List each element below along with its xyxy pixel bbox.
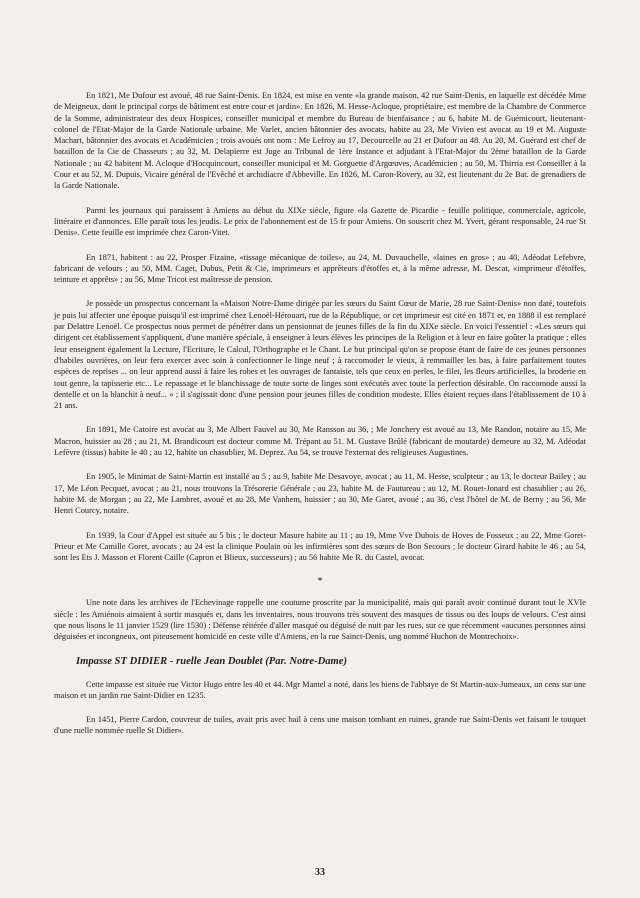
paragraph-impasse-1451: En 1451, Pierre Cardon, couvreur de tuiles, avait pris avec bail à cens une maison tombant en ruines, grande rue Saint-Denis «et faisant le touquet d'une ruelle nommée ruelle St Didier». bbox=[54, 715, 586, 736]
paragraph-impasse-location: Cette impasse est située rue Victor Hugo entre les 40 et 44. Mgr Mantel a noté, dans les biens de l'abbaye de St Martin-aux-Jumeaux, un cens sur une maison et un jardin rue Saint-Didier en 1235. bbox=[54, 679, 586, 700]
paragraph-1821: En 1821, Me Dufour est avoué, 48 rue Saint-Denis. En 1824, est mise en vente «la grande maison, 42 rue Saint-Denis, en laquelle est décédée Mme de Meigneux, dont le principal corps de bâtiment est entre cour et jardin». En 1826, M. Hesse-Acloque, propriétaire, est membre de la Chambre de Commerce de la Somme, administrateur des deux Hospices, conseiller municipal et membre du Bureau de bienfaisance ; au 6, habite M. de Guémicourt, lieutenant-colonel de l'Etat-Major de la Garde Nationale urbaine. Me Varlet, ancien bâtonnier des avocats, habite au 23, Me Vivien est avocat au 19 et M. Auguste Machart, bâtonnier des avocats et Académicien ; trois avoués ont nom : Me Lefroy au 17, Decourcelle au 21 et Dufour au 48. Au 20, M. Guérard est chef de bataillon de la Cie de Chasseurs ; au 32, M. Delapierre est Juge au Tribunal de 1ère Instance et adjudant à l'Etat-Major du 2ème bataillon de la Garde Nationale ; au 42 habitent M. Acloque d'Hocquincourt, conseiller municipal et M. Gorguette d'Argœuves, Académicien ; au 50, M. Thirria est Conseiller à la Cour et au 52, M. Dupuis, Vicaire général de l'Evêché et archidiacre d'Abbeville. En 1826, M. Caron-Rovery, au 32, est lieutenant du 2e Bat. de grenadiers de la Garde Nationale. bbox=[54, 91, 586, 191]
paragraph-gazette: Parmi les journaux qui paraissent à Amiens au début du XIXe siècle, figure «la Gazette de Picardie - feuille politique, commerciale, agricole, littéraire et d'annonces. Elle paraît tous les jeudis. Le prix de l'abonnement est de 15 fr pour Amiens. On souscrit chez M. Yvert, gérant responsable, 24 rue St Denis». Cette feuille est imprimée chez Caron-Vitet. bbox=[54, 205, 586, 238]
paragraph-1905: En 1905, le Minimat de Saint-Martin est installé au 5 ; au 9, habite Me Desavoye, avocat ; au 11, M. Hesse, sculpteur ; au 13, le docteur Bailey ; au 17, Me Léon Pecquet, avocat ; au 21, nous trouvons la Trésorerie Générale ; au 23, habite M. de Fautureau ; au 12, M. Rouet-Jonard est chasublier ; au 26, habite M. de Morgan ; au 22, Me Lambret, avoué et au 28, Me Vanhem, huissier ; au 30, Me Garet, avoué ; au 36, c'est l'hôtel de M. de Berny ; au 56, Me Henri Courcy, notaire. bbox=[54, 472, 586, 516]
paragraph-1891: En 1891, Me Catoire est avocat au 3, Me Albert Fauvel au 30, Me Ransson au 36, ; Me Jonchery est avoué au 13, Me Randon, notaire au 15, Me Macron, huissier au 28 ; au 21, M. Brandicourt est docteur comme M. Trépant au 51. M. Gustave Brûlé (fabricant de moutarde) demeure au 32, M. Adéodat Lefèvre (tissus) habite le 40 ; au 12, habite un chasublier, M. Deprez. Au 54, se trouve l'externat des religieuses Augustines. bbox=[54, 425, 586, 458]
section-separator: * bbox=[317, 576, 323, 588]
paragraph-1871: En 1871, habitent : au 22, Prosper Fizaine, «tissage mécanique de toiles», au 24, M. Duvauchelle, «laines en gros» ; au 40, Adéodat Lefebvre, fabricant de velours ; au 50, MM. Caget, Dubus, Petit & Cie, imprimeurs et apprêteurs d'étoffes et, à la même adresse, M. Descat, «imprimeur d'étoffes, teinture et apprêts» ; au 56, Mme Tricot est maîtresse de pension. bbox=[54, 252, 586, 285]
paragraph-masques: Une note dans les archives de l'Echevinage rappelle une coutume proscrite par la municipalité, mais qui paraît avoir continué durant tout le XVIe siècle : les Amiénois aimaient à sortir masqués et, dans les inventaires, nous trouvons très souvent des masques de tissus ou des loups de velours. C'est ainsi que nous lisons le 11 janvier 1529 (lire 1530) : Défense réitérée d'aller masqué ou déguisé de nuit par les rues, sur ce que récemment «aucunes personnes ainsi déguisées et incongneux, ont piteusement homicidé en ceste ville d'Amiens, en la rue Sainct-Denis, ung nommé Huchon de Montrechoix». bbox=[54, 598, 586, 642]
paragraph-prospectus: Je possède un prospectus concernant la «Maison Notre-Dame dirigée par les sœurs du Saint Cœur de Marie, 28 rue Saint-Denis» non daté, toutefois je puis lui affecter une époque puisqu'il est imprimé chez Lenoël-Hérouart, rue de la République, or cet imprimeur est cité en 1871 et, en 1888 il est remplacé par Delattre Lenoël. Ce prospectus nous permet de pénétrer dans un pensionnat de jeunes filles de la fin du XIXe siècle. En voici l'essentiel : «Les sœurs qui dirigent cet établissement s'appliquent, d'une manière spéciale, à enseigner à leurs élèves les principes de la Religion et à leur en faire goûter la pratique ; elles leur enseignent également la Lecture, l'Ecriture, le Calcul, l'Orthographe et le Chant. Le but principal qu'on se propose étant de faire de ces jeunes personnes d'habiles ouvrières, on leur fera exercer avec soin à confectionner le linge neuf ; à raccomoder le vieux, à remmailler les bas, à faire parfaitement toutes espèces de reprises ... on leur apprend aussi à faire les robes et les ouvrages de fantaisie, tels que ceux en perles, le filet, les fleurs artificielles, la broderie en tout genre, la tapisserie etc... Le repassage et le blanchissage de toute sorte de linges sont exécutés avec toute la perfection désirable. On raccomode aussi la dentelle et on la blanchit à neuf... » ; il s'agissait donc d'une pension pour jeunes filles de condition modeste. Elles étaient reçues dans l'établissement de 10 à 21 ans. bbox=[54, 299, 586, 411]
section-heading: Impasse ST DIDIER - ruelle Jean Doublet (Par. Notre-Dame) bbox=[76, 655, 348, 667]
paragraph-1939: En 1939, la Cour d'Appel est située au 5 bis ; le docteur Masure habite au 11 ; au 19, Mme Vve Dubois de Hoves de Fosseux ; au 22, Mme Goret-Prieur et Me Camille Goret, avocats ; au 24 est la clinique Poulain où les infirmières sont des sœurs de Bon Secours ; le docteur Girard habite le 46 ; au 54, sont les Ets J. Masson et Florent Caille (Capron et Blieux, successeurs) ; au 56 habite Me R. du Castel, avocat. bbox=[54, 530, 586, 563]
page-number: 33 bbox=[315, 867, 325, 878]
